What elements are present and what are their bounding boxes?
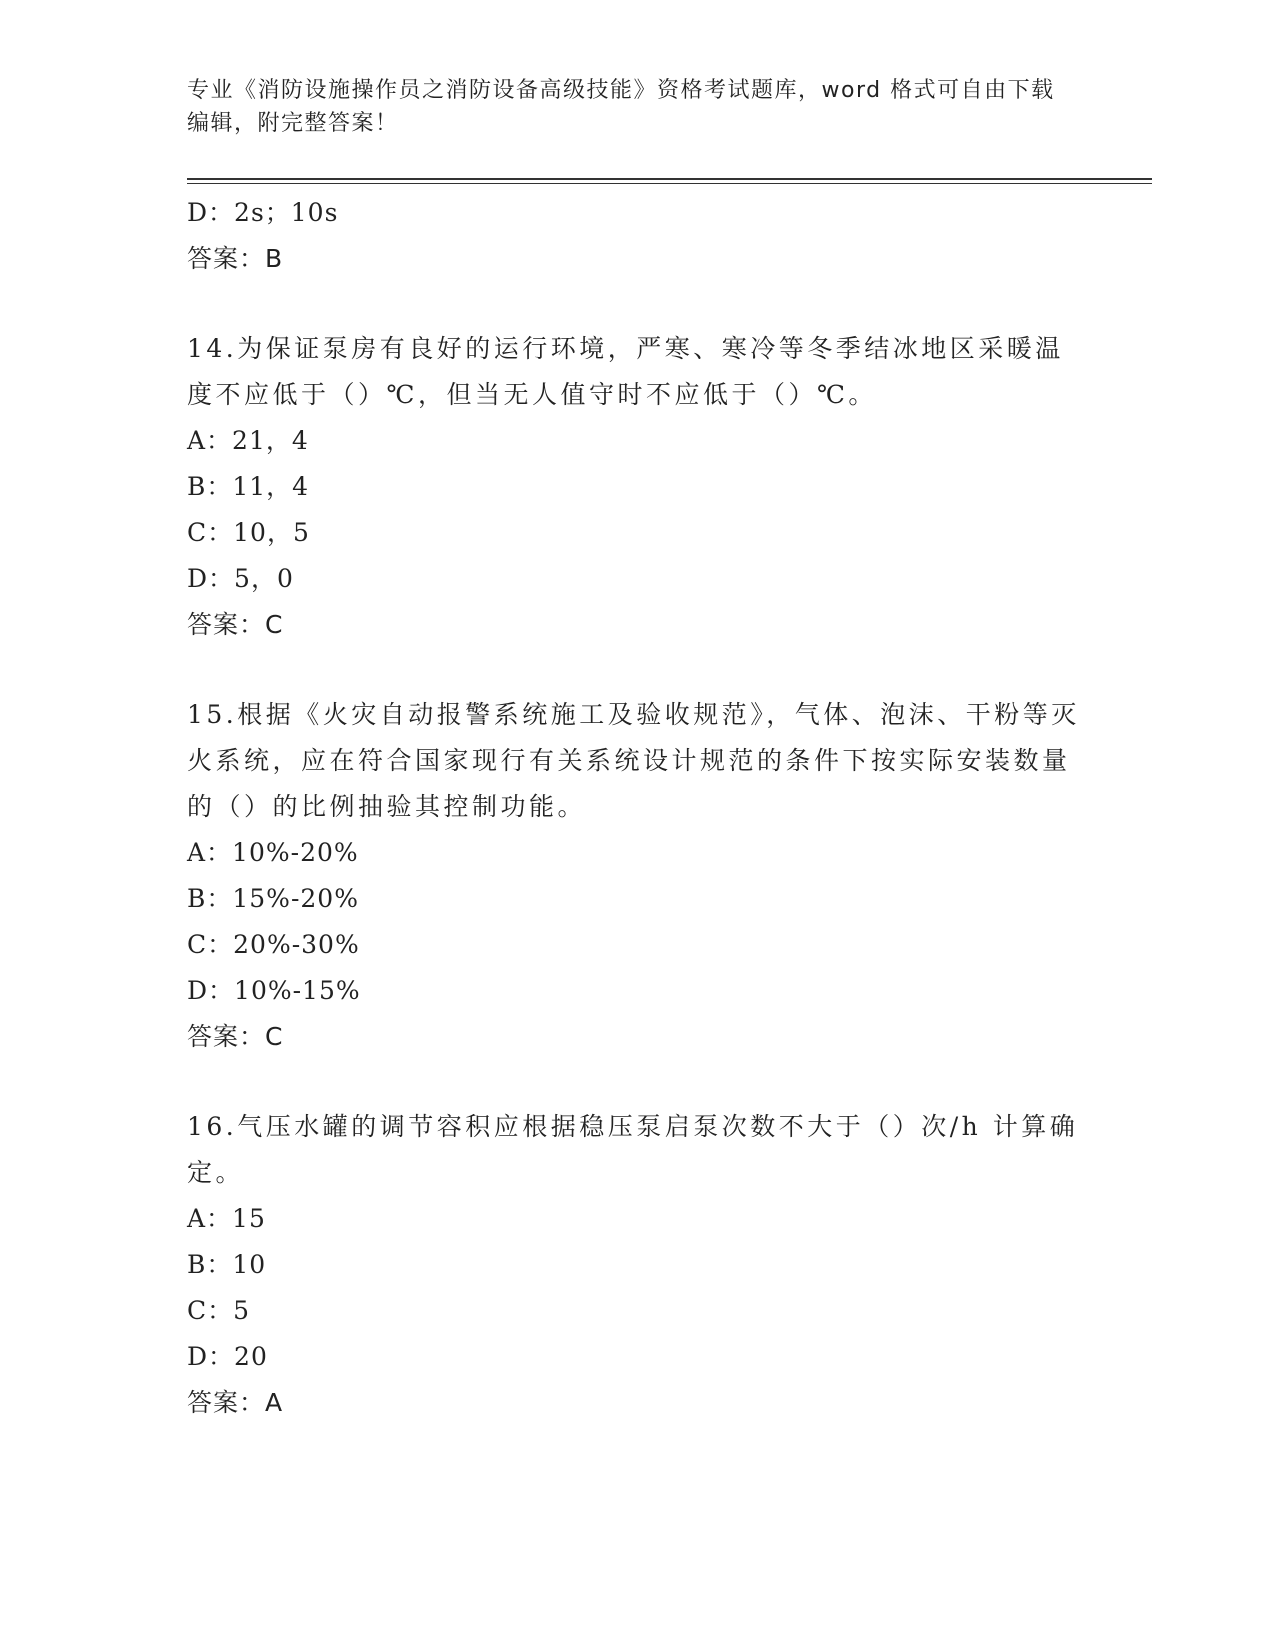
answer-line: 答案：A [187,1388,284,1417]
option-d: D：5，0 [187,564,294,593]
document-body [187,190,1087,1426]
question-stem: 15.根据《火灾自动报警系统施工及验收规范》，气体、泡沫、干粉等灭火系统，应在符合国家现行有关系统设计规范的条件下按实际安装数量的（）的比例抽验其控制功能。 [187,700,1080,821]
option-a: A：21，4 [187,426,309,455]
question-stem: 14.为保证泵房有良好的运行环境，严寒、寒冷等冬季结冰地区采暖温度不应低于（）℃，但当无人值守时不应低于（）℃。 [187,334,1064,409]
option-c: C：10，5 [187,518,310,547]
question-14 [187,326,1087,648]
option-a: A：10%-20% [187,838,359,867]
answer-line: 答案：B [187,244,284,273]
answer-line: 答案：C [187,610,284,639]
header-divider [187,178,1152,184]
option-c: C：5 [187,1296,251,1325]
option-c: C：20%-30% [187,930,360,959]
option-d: D：10%-15% [187,976,361,1005]
option-b: B：15%-20% [187,884,359,913]
option-b: B：10 [187,1250,267,1279]
answer-line: 答案：C [187,1022,284,1051]
page-header: 专业《消防设施操作员之消防设备高级技能》资格考试题库，word 格式可自由下载编辑，附完整答案！ [187,78,1055,136]
option-d: D：2s；10s [187,198,339,227]
question-stem: 16.气压水罐的调节容积应根据稳压泵启泵次数不大于（）次/h 计算确定。 [187,1112,1079,1187]
question-15 [187,692,1087,1060]
option-b: B：11，4 [187,472,310,501]
option-a: A：15 [187,1204,266,1233]
question-16 [187,1104,1087,1426]
option-d: D：20 [187,1342,268,1371]
